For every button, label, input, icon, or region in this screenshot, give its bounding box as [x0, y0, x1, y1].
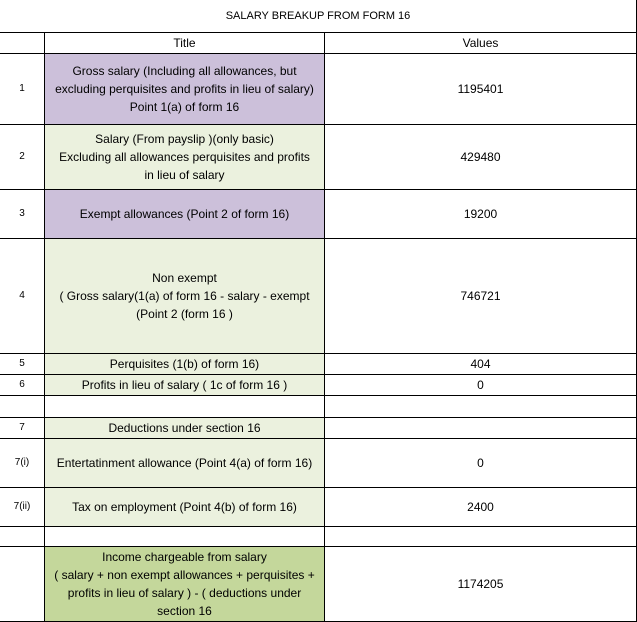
row-title: Exempt allowances (Point 2 of form 16) — [45, 190, 325, 239]
row-number: 5 — [0, 354, 45, 375]
row-title: Gross salary (Including all allowances, but excluding perquisites and profits in lieu of salary) Point 1(a) of form 16 — [45, 54, 325, 125]
row-value — [325, 396, 637, 418]
row-title: Income chargeable from salary ( salary + non exempt allowances + perquisites + profits in lieu of salary ) - ( deductions under section 16 — [45, 547, 325, 622]
row-number: 4 — [0, 239, 45, 354]
row-number: 3 — [0, 190, 45, 239]
row-value: 429480 — [325, 125, 637, 190]
row-title: Deductions under section 16 — [45, 418, 325, 439]
row-value: 2400 — [325, 488, 637, 527]
row-number: 7 — [0, 418, 45, 439]
row-title — [45, 527, 325, 547]
row-title: Profits in lieu of salary ( 1c of form 16 ) — [45, 375, 325, 396]
row-value: 404 — [325, 354, 637, 375]
row-number: 2 — [0, 125, 45, 190]
row-title: Salary (From payslip )(only basic) Excluding all allowances perquisites and profits in lieu of salary — [45, 125, 325, 190]
row-value: 19200 — [325, 190, 637, 239]
row-value: 746721 — [325, 239, 637, 354]
row-number — [0, 527, 45, 547]
row-title: Entertatinment allowance (Point 4(a) of form 16) — [45, 439, 325, 488]
header-title: Title — [45, 33, 325, 54]
row-number — [0, 396, 45, 418]
row-title — [45, 396, 325, 418]
header-number — [0, 33, 45, 54]
sheet-title: SALARY BREAKUP FROM FORM 16 — [0, 0, 637, 33]
row-value: 0 — [325, 439, 637, 488]
row-title: Tax on employment (Point 4(b) of form 16) — [45, 488, 325, 527]
header-values: Values — [325, 33, 637, 54]
row-number: 1 — [0, 54, 45, 125]
row-value: 1174205 — [325, 547, 637, 622]
row-value: 1195401 — [325, 54, 637, 125]
row-value — [325, 418, 637, 439]
row-value: 0 — [325, 375, 637, 396]
row-number: 7(i) — [0, 439, 45, 488]
row-number: 6 — [0, 375, 45, 396]
row-number: 7(ii) — [0, 488, 45, 527]
row-value — [325, 527, 637, 547]
row-title: Perquisites (1(b) of form 16) — [45, 354, 325, 375]
row-number — [0, 547, 45, 622]
row-title: Non exempt ( Gross salary(1(a) of form 16 - salary - exempt (Point 2 (form 16 ) — [45, 239, 325, 354]
